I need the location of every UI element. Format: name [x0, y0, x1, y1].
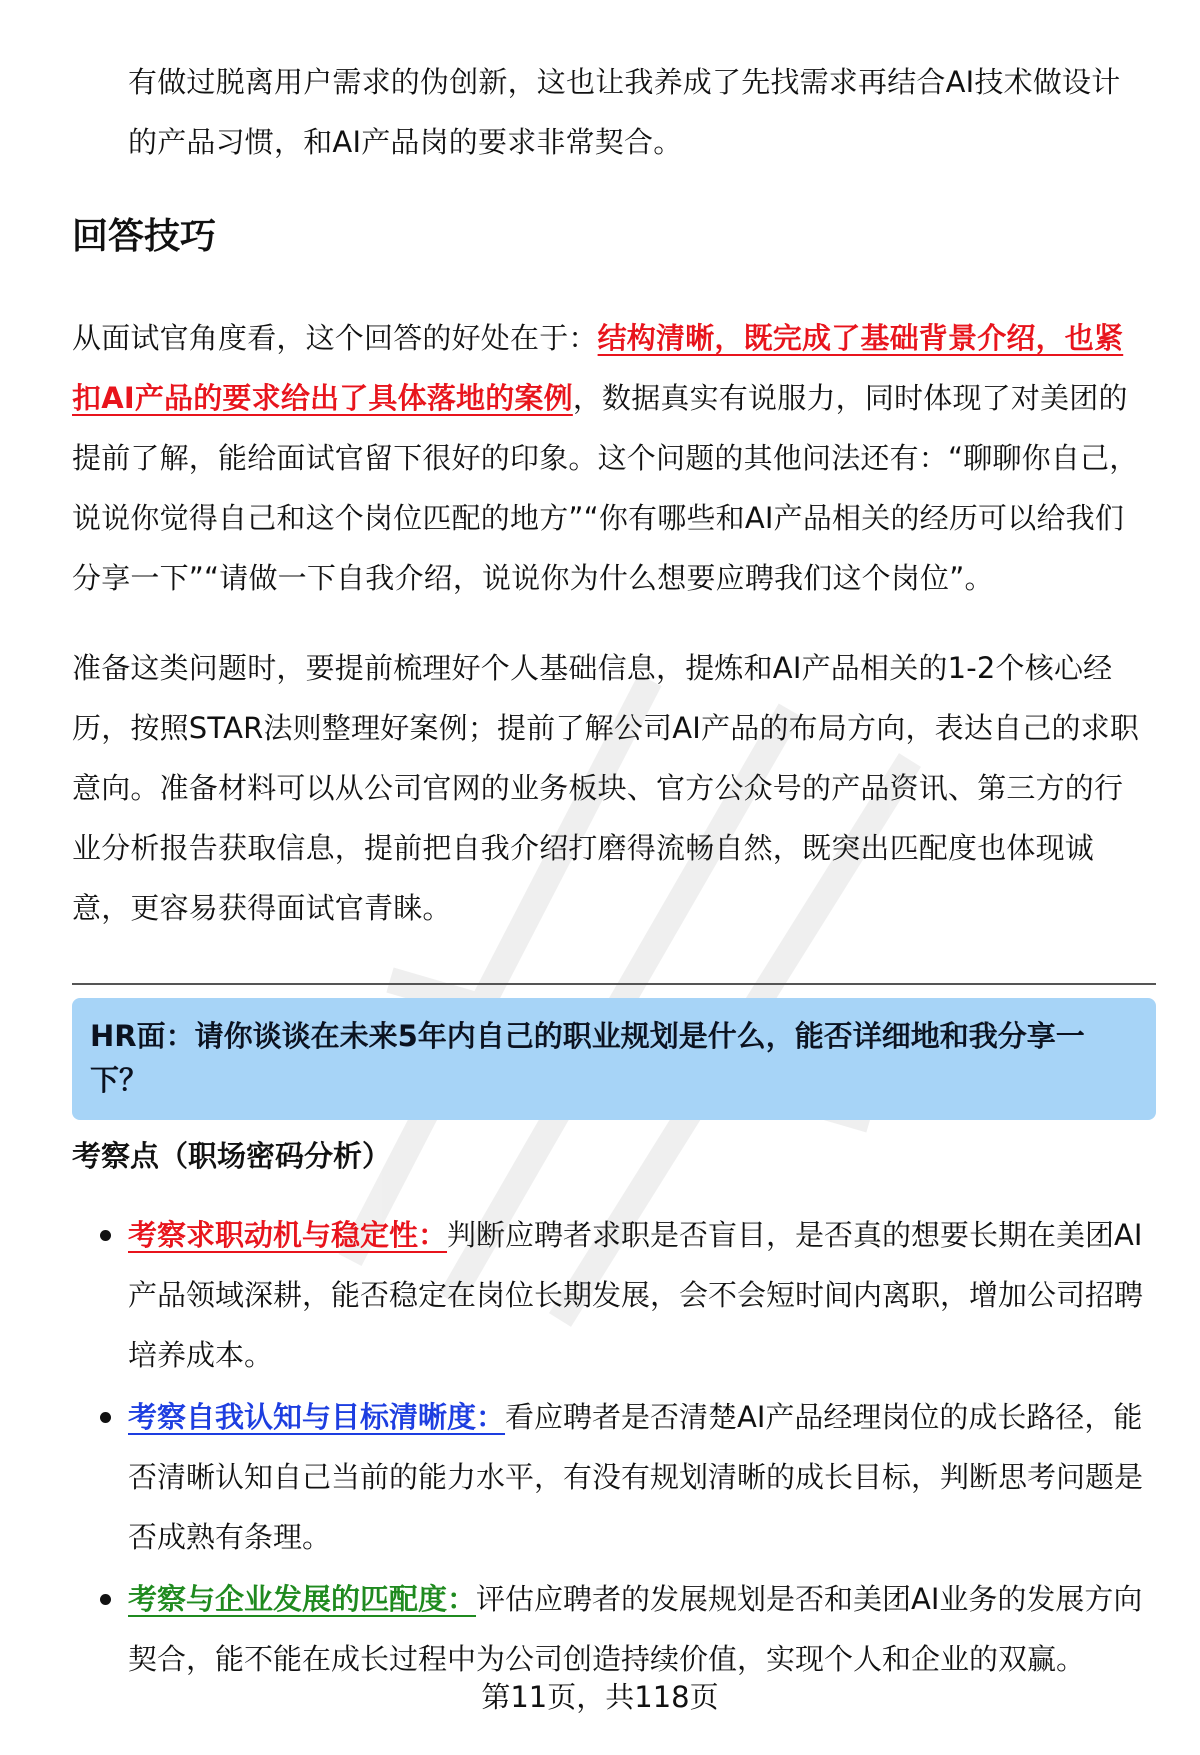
- answer-tips-paragraph-2: 准备这类问题时，要提前梳理好个人基础信息，提炼和AI产品相关的1-2个核心经历，按照STAR法则整理好案例；提前了解公司AI产品的布局方向，表达自己的求职意向。准备材料可以从公司官网的业务板块、官方公众号的产品资讯、第三方的行业分析报告获取信息，提前把自我介绍打磨得流畅自然，既突出匹配度也体现诚意，更容易获得面试官青睐。: [72, 651, 1140, 925]
- focus-list: [72, 1205, 1156, 1689]
- answer-tips-paragraph-1: [72, 308, 1152, 608]
- focus-item-lead: 考察求职动机与稳定性：: [128, 1218, 448, 1252]
- bullet-dot-icon: [100, 1594, 111, 1605]
- focus-heading: 考察点（职场密码分析）: [72, 1139, 392, 1173]
- section-divider: [72, 983, 1156, 985]
- focus-item-text: 判断应聘者求职是否盲目，是否真的想要长期在美团AI产品领域深耕，能否稳定在岗位长期发展，会不会短时间内离职，增加公司招聘培养成本。: [128, 1218, 1144, 1372]
- question-text: HR面：请你谈谈在未来5年内自己的职业规划是什么，能否详细地和我分享一下？: [90, 1019, 1085, 1097]
- focus-item-text: 评估应聘者的发展规划是否和美团AI业务的发展方向契合，能不能在成长过程中为公司创造持续价值，实现个人和企业的双赢。: [128, 1582, 1143, 1676]
- page-number: 第11页，共118页: [481, 1680, 719, 1714]
- list-item: [72, 1387, 1156, 1567]
- answer-tips-highlight: 结构清晰，既完成了基础背景介绍，也紧扣AI产品的要求给出了具体落地的案例: [72, 321, 1124, 415]
- list-item: [72, 1569, 1156, 1689]
- answer-tips-p1-after: ，数据真实有说服力，同时体现了对美团的提前了解，能给面试官留下很好的印象。这个问题的其他问法还有：“聊聊你自己，说说你觉得自己和这个岗位匹配的地方”“你有哪些和AI产品相关的经历可以给我们分享一下”“请做一下自我介绍，说说你为什么想要应聘我们这个岗位”。: [72, 381, 1139, 595]
- focus-item-lead: 考察与企业发展的匹配度：: [128, 1582, 477, 1616]
- bullet-dot-icon: [100, 1230, 111, 1241]
- answer-tips-heading: 回答技巧: [72, 216, 217, 257]
- focus-item-lead: 考察自我认知与目标清晰度：: [128, 1400, 506, 1434]
- answer-tips-p1-before: 从面试官角度看，这个回答的好处在于：: [72, 321, 598, 355]
- list-item: [72, 1205, 1156, 1385]
- focus-item-text: 看应聘者是否清楚AI产品经理岗位的成长路径，能否清晰认知自己当前的能力水平，有没有规划清晰的成长目标，判断思考问题是否成熟有条理。: [128, 1400, 1144, 1554]
- question-callout: [72, 998, 1156, 1120]
- intro-paragraph: 有做过脱离用户需求的伪创新，这也让我养成了先找需求再结合AI技术做设计的产品习惯，和AI产品岗的要求非常契合。: [128, 65, 1121, 159]
- bullet-dot-icon: [100, 1412, 111, 1423]
